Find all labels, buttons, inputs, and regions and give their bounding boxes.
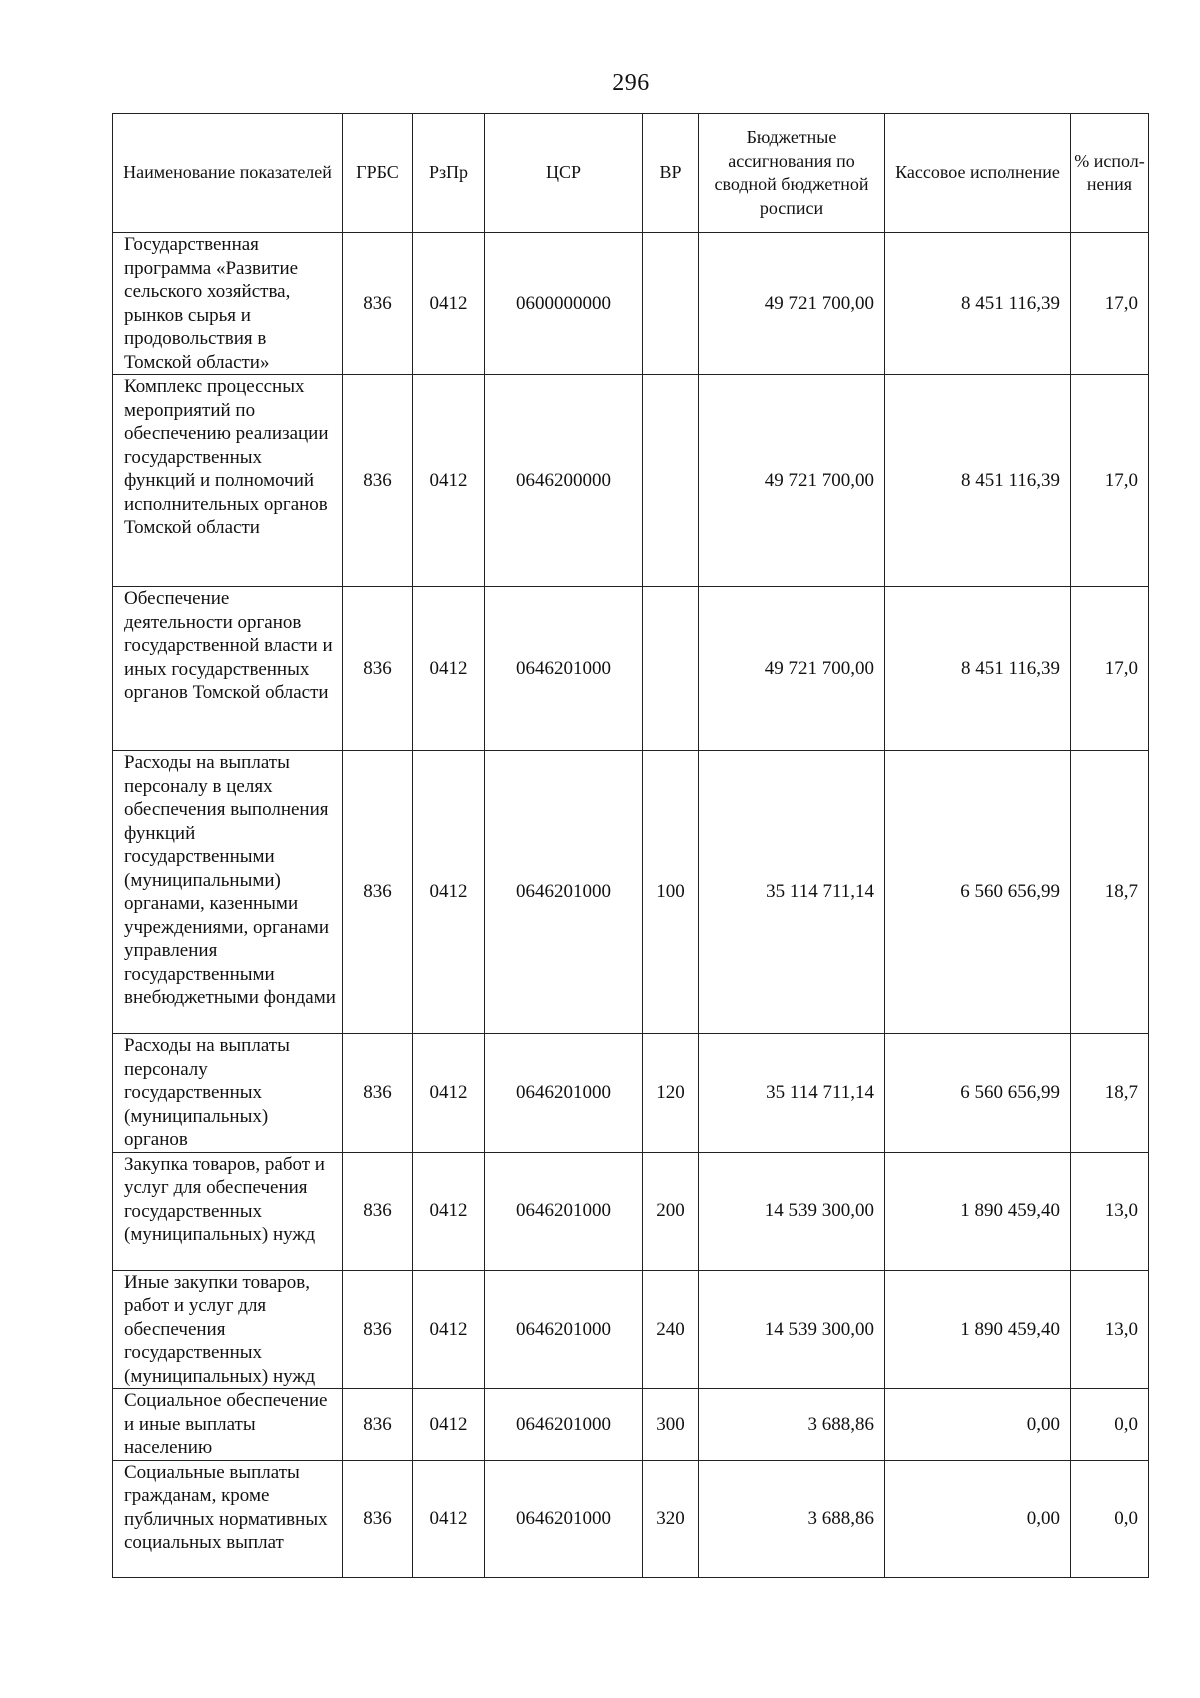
budget-execution-table [112,113,1149,1578]
cell-name: Закупка товаров, работ и услуг для обеспечения государственных (муниципальных) нужд [113,1152,343,1270]
header-name: Наименование показателей [113,114,343,233]
cell-allocations: 14 539 300,00 [699,1270,885,1389]
table-row [113,1034,1149,1153]
cell-allocations: 3 688,86 [699,1389,885,1461]
table-row [113,375,1149,587]
cell-percent: 18,7 [1071,751,1149,1034]
cell-vr: 320 [643,1460,699,1577]
cell-percent: 13,0 [1071,1152,1149,1270]
cell-csr: 0646200000 [485,375,643,587]
cell-grbs: 836 [343,375,413,587]
header-rzpr: РзПр [413,114,485,233]
cell-csr: 0646201000 [485,587,643,751]
cell-vr [643,233,699,375]
cell-vr [643,375,699,587]
cell-grbs: 836 [343,1034,413,1153]
cell-csr: 0646201000 [485,1270,643,1389]
cell-allocations: 35 114 711,14 [699,751,885,1034]
table-row [113,587,1149,751]
cell-cash-execution: 8 451 116,39 [885,587,1071,751]
cell-vr: 240 [643,1270,699,1389]
header-vr: ВР [643,114,699,233]
cell-name: Социальное обеспечение и иные выплаты населению [113,1389,343,1461]
table-row [113,233,1149,375]
page-number: 296 [612,70,650,96]
cell-rzpr: 0412 [413,751,485,1034]
cell-cash-execution: 8 451 116,39 [885,233,1071,375]
cell-percent: 18,7 [1071,1034,1149,1153]
cell-rzpr: 0412 [413,1389,485,1461]
cell-percent: 13,0 [1071,1270,1149,1389]
cell-cash-execution: 6 560 656,99 [885,751,1071,1034]
cell-cash-execution: 1 890 459,40 [885,1152,1071,1270]
cell-rzpr: 0412 [413,233,485,375]
cell-vr: 300 [643,1389,699,1461]
cell-csr: 0646201000 [485,1152,643,1270]
cell-cash-execution: 6 560 656,99 [885,1034,1071,1153]
cell-percent: 17,0 [1071,233,1149,375]
cell-allocations: 14 539 300,00 [699,1152,885,1270]
header-grbs: ГРБС [343,114,413,233]
cell-grbs: 836 [343,1460,413,1577]
table-header-row [113,114,1149,233]
cell-csr: 0646201000 [485,1034,643,1153]
cell-cash-execution: 8 451 116,39 [885,375,1071,587]
header-percent: % испол-нения [1071,114,1149,233]
cell-cash-execution: 1 890 459,40 [885,1270,1071,1389]
cell-csr: 0600000000 [485,233,643,375]
cell-allocations: 49 721 700,00 [699,233,885,375]
table-row [113,751,1149,1034]
header-allocations: Бюджетные ассигнования по сводной бюджетной росписи [699,114,885,233]
cell-name: Государственная программа «Развитие сельского хозяйства, рынков сырья и продовольствия в Томской области» [113,233,343,375]
cell-name: Расходы на выплаты персоналу в целях обеспечения выполнения функций государственными (муниципальными) органами, казенными учреждениями, органами управления государственными внебюджетными фондами [113,751,343,1034]
cell-csr: 0646201000 [485,1460,643,1577]
cell-rzpr: 0412 [413,1270,485,1389]
cell-rzpr: 0412 [413,1460,485,1577]
cell-grbs: 836 [343,1152,413,1270]
cell-csr: 0646201000 [485,751,643,1034]
cell-percent: 17,0 [1071,375,1149,587]
cell-percent: 17,0 [1071,587,1149,751]
cell-vr: 200 [643,1152,699,1270]
cell-cash-execution: 0,00 [885,1460,1071,1577]
cell-allocations: 49 721 700,00 [699,375,885,587]
cell-grbs: 836 [343,233,413,375]
cell-csr: 0646201000 [485,1389,643,1461]
cell-grbs: 836 [343,587,413,751]
table-row [113,1270,1149,1389]
cell-rzpr: 0412 [413,1152,485,1270]
cell-percent: 0,0 [1071,1460,1149,1577]
cell-rzpr: 0412 [413,587,485,751]
cell-name: Иные закупки товаров, работ и услуг для обеспечения государственных (муниципальных) нужд [113,1270,343,1389]
cell-vr [643,587,699,751]
table-row [113,1389,1149,1461]
cell-allocations: 3 688,86 [699,1460,885,1577]
table-row [113,1152,1149,1270]
cell-cash-execution: 0,00 [885,1389,1071,1461]
cell-name: Комплекс процессных мероприятий по обеспечению реализации государственных функций и полномочий исполнительных органов Томской области [113,375,343,587]
cell-vr: 100 [643,751,699,1034]
cell-percent: 0,0 [1071,1389,1149,1461]
table-row [113,1460,1149,1577]
cell-allocations: 35 114 711,14 [699,1034,885,1153]
cell-allocations: 49 721 700,00 [699,587,885,751]
header-cash-execution: Кассовое исполнение [885,114,1071,233]
cell-name: Социальные выплаты гражданам, кроме публичных нормативных социальных выплат [113,1460,343,1577]
cell-rzpr: 0412 [413,1034,485,1153]
header-csr: ЦСР [485,114,643,233]
cell-vr: 120 [643,1034,699,1153]
cell-name: Расходы на выплаты персоналу государственных (муниципальных) органов [113,1034,343,1153]
cell-grbs: 836 [343,1270,413,1389]
cell-grbs: 836 [343,1389,413,1461]
cell-rzpr: 0412 [413,375,485,587]
cell-name: Обеспечение деятельности органов государственной власти и иных государственных органов Томской области [113,587,343,751]
cell-grbs: 836 [343,751,413,1034]
